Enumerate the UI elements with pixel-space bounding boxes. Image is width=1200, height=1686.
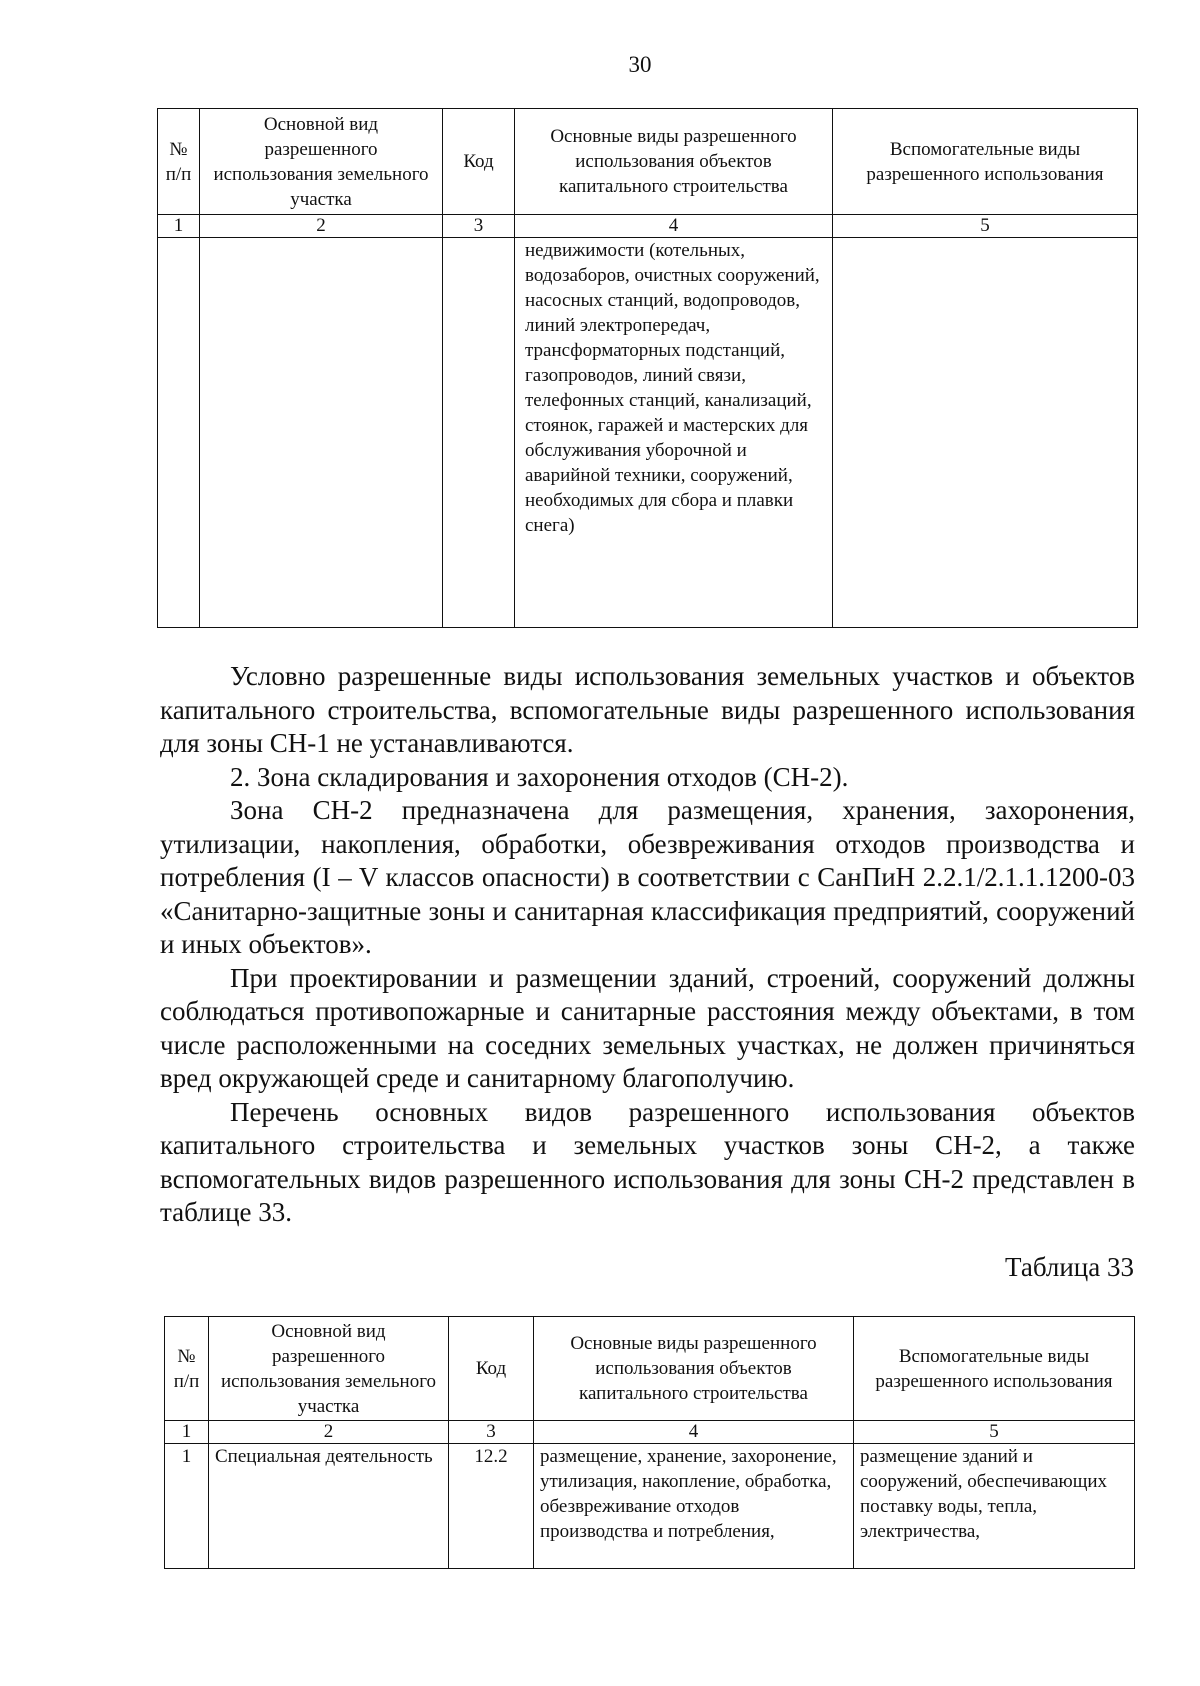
header-code: Код bbox=[443, 109, 515, 215]
header-code: Код bbox=[449, 1317, 534, 1421]
paragraph: 2. Зона складирования и захоронения отходов (СН-2). bbox=[230, 761, 849, 792]
table-row bbox=[158, 238, 1138, 628]
row-main-use: Специальная деятельность bbox=[209, 1444, 449, 1569]
page-number: 30 bbox=[628, 52, 652, 77]
header-main-use: Основной вид разрешенного использования земельного участка bbox=[209, 1317, 449, 1421]
column-number-row bbox=[165, 1421, 1135, 1444]
paragraph: Перечень основных видов разрешенного использования объектов капитального строительства и земельных участков зоны СН-2, а также вспомогательных видов разрешенного использования для зоны СН-2 представлен в таблице 33. bbox=[160, 1096, 1135, 1227]
header-num: № п/п bbox=[158, 109, 200, 215]
header-main-use: Основной вид разрешенного использования земельного участка bbox=[200, 109, 443, 215]
row-aux-use bbox=[833, 238, 1138, 628]
column-number: 4 bbox=[515, 215, 833, 238]
column-number: 2 bbox=[200, 215, 443, 238]
paragraph: При проектировании и размещении зданий, строений, сооружений должны соблюдаться противопожарные и санитарные расстояния между объектами, в том числе расположенными на соседних земельных участках, не должен причиняться вред окружающей среде и санитарному благополучию. bbox=[160, 962, 1135, 1093]
table-header-row bbox=[165, 1317, 1135, 1421]
column-number: 4 bbox=[534, 1421, 854, 1444]
header-num: № п/п bbox=[165, 1317, 209, 1421]
table-row bbox=[165, 1444, 1135, 1569]
table-caption: Таблица 33 bbox=[1005, 1252, 1134, 1282]
row-capital-use: недвижимости (котельных, водозаборов, очистных сооружений, насосных станций, водопроводов, линий электропередач, трансформаторных подстанций, газопроводов, линий связи, телефонных станций, канализаций, стоянок, гаражей и мастерских для обслуживания уборочной и аварийной техники, сооружений, необходимых для сбора и плавки снега) bbox=[515, 238, 833, 628]
header-capital-use: Основные виды разрешенного использования объектов капитального строительства bbox=[534, 1317, 854, 1421]
header-aux-use: Вспомогательные виды разрешенного использования bbox=[854, 1317, 1135, 1421]
table-33 bbox=[164, 1316, 1135, 1569]
paragraph: Зона СН-2 предназначена для размещения, хранения, захоронения, утилизации, накопления, обработки, обезвреживания отходов производства и потребления (I – V классов опасности) в соответствии с СанПиН 2.2.1/2.1.1.1200-03 «Санитарно-защитные зоны и санитарная классификация предприятий, сооружений и иных объектов». bbox=[160, 795, 1135, 959]
row-num: 1 bbox=[165, 1444, 209, 1569]
column-number: 2 bbox=[209, 1421, 449, 1444]
row-code bbox=[443, 238, 515, 628]
column-number: 1 bbox=[165, 1421, 209, 1444]
row-capital-use: размещение, хранение, захоронение, утилизация, накопление, обработка, обезвреживание отходов производства и потребления, bbox=[534, 1444, 854, 1569]
header-aux-use: Вспомогательные виды разрешенного использования bbox=[833, 109, 1138, 215]
row-main-use bbox=[200, 238, 443, 628]
row-code: 12.2 bbox=[449, 1444, 534, 1569]
continued-table bbox=[157, 108, 1138, 628]
table-header-row bbox=[158, 109, 1138, 215]
header-capital-use: Основные виды разрешенного использования объектов капитального строительства bbox=[515, 109, 833, 215]
column-number: 5 bbox=[854, 1421, 1135, 1444]
row-aux-use: размещение зданий и сооружений, обеспечивающих поставку воды, тепла, электричества, bbox=[854, 1444, 1135, 1569]
column-number: 3 bbox=[449, 1421, 534, 1444]
column-number: 3 bbox=[443, 215, 515, 238]
column-number: 5 bbox=[833, 215, 1138, 238]
row-num bbox=[158, 238, 200, 628]
column-number: 1 bbox=[158, 215, 200, 238]
paragraph: Условно разрешенные виды использования земельных участков и объектов капитального строительства, вспомогательные виды разрешенного использования для зоны СН-1 не устанавливаются. bbox=[160, 661, 1135, 758]
column-number-row bbox=[158, 215, 1138, 238]
body-text bbox=[160, 660, 1135, 1230]
